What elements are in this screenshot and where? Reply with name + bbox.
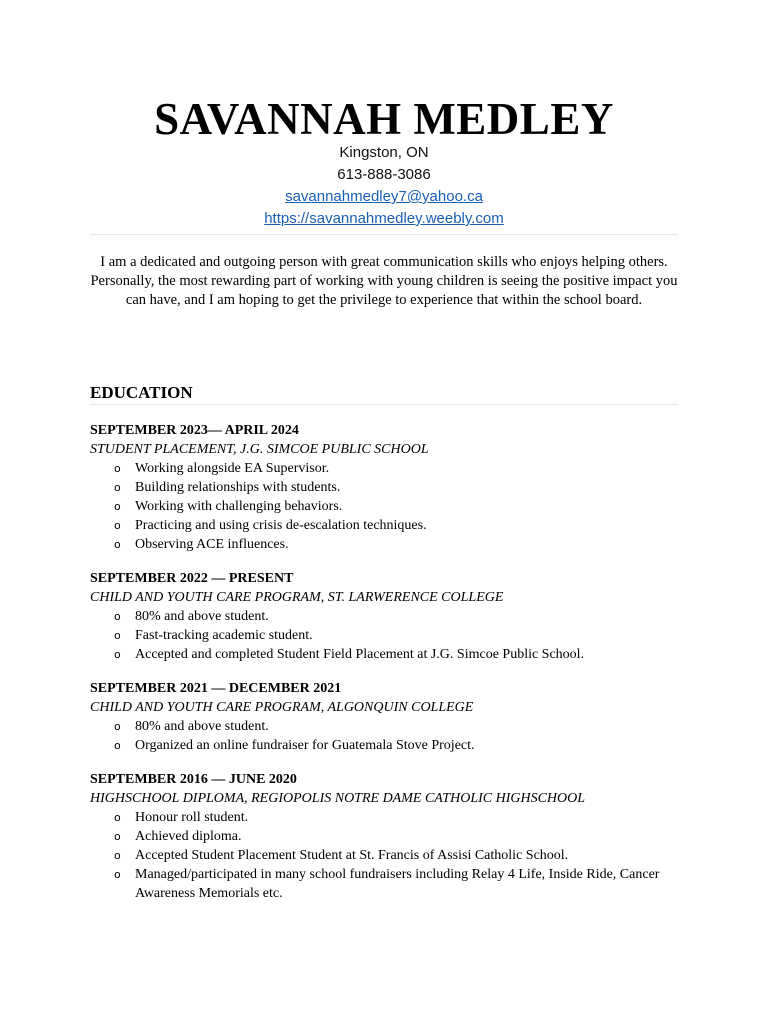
location-text: Kingston, ON (339, 144, 429, 161)
entry-date: SEPTEMBER 2023— APRIL 2024 (90, 423, 299, 438)
bullet-circle-icon: o (114, 500, 121, 513)
bullet-circle-icon: o (114, 720, 121, 733)
list-item (90, 516, 680, 535)
list-item (90, 607, 680, 626)
entry-date: SEPTEMBER 2022 — PRESENT (90, 571, 294, 586)
bullet-text: Honour roll student. (135, 810, 249, 825)
entry-title: CHILD AND YOUTH CARE PROGRAM, ALGONQUIN COLLEGE (90, 700, 474, 715)
list-item (90, 626, 680, 645)
bullet-text: Achieved diploma. (135, 829, 242, 844)
education-entry (90, 771, 680, 903)
list-item (90, 535, 680, 554)
education-entry (90, 570, 680, 664)
bullet-text: Building relationships with students. (135, 480, 341, 495)
bullet-circle-icon: o (114, 629, 121, 642)
education-entry (90, 422, 680, 554)
bullet-circle-icon: o (114, 538, 121, 551)
resume-header (0, 96, 768, 230)
bullet-circle-icon: o (114, 610, 121, 623)
list-item (90, 865, 680, 903)
email-link[interactable]: savannahmedley7@yahoo.ca (285, 188, 483, 205)
entry-title: HIGHSCHOOL DIPLOMA, REGIOPOLIS NOTRE DAME CATHOLIC HIGHSCHOOL (90, 791, 586, 806)
bullet-circle-icon: o (114, 519, 121, 532)
entry-bullet-list (90, 607, 680, 664)
bullet-circle-icon: o (114, 849, 121, 862)
bullet-circle-icon: o (114, 739, 121, 752)
bullet-circle-icon: o (114, 830, 121, 843)
list-item (90, 808, 680, 827)
bullet-text: 80% and above student. (135, 719, 269, 734)
phone-text: 613-888-3086 (337, 166, 431, 183)
header-divider (90, 234, 678, 235)
bullet-text: Accepted and completed Student Field Placement at J.G. Simcoe Public School. (135, 647, 585, 662)
list-item (90, 645, 680, 664)
entry-title: CHILD AND YOUTH CARE PROGRAM, ST. LARWERENCE COLLEGE (90, 590, 504, 605)
candidate-name: SAVANNAH MEDLEY (154, 94, 614, 144)
list-item (90, 459, 680, 478)
bullet-text: Fast-tracking academic student. (135, 628, 313, 643)
bullet-circle-icon: o (114, 868, 121, 881)
bullet-circle-icon: o (114, 648, 121, 661)
list-item (90, 827, 680, 846)
bullet-circle-icon: o (114, 481, 121, 494)
education-heading: EDUCATION (90, 383, 193, 402)
education-divider (90, 404, 678, 405)
entry-bullet-list (90, 808, 680, 903)
bullet-text: Managed/participated in many school fundraisers including Relay 4 Life, Inside Ride, Cancer Awareness Memorials etc. (135, 867, 660, 901)
bullet-circle-icon: o (114, 462, 121, 475)
bullet-circle-icon: o (114, 811, 121, 824)
website-link[interactable]: https://savannahmedley.weebly.com (264, 210, 504, 227)
list-item (90, 717, 680, 736)
entry-title: STUDENT PLACEMENT, J.G. SIMCOE PUBLIC SCHOOL (90, 442, 429, 457)
summary-paragraph: I am a dedicated and outgoing person with great communication skills who enjoys helping others. Personally, the most rewarding part of working with young children is seeing the positive impact you can have, and I am hoping to get the privilege to experience that within the school board. (90, 254, 678, 308)
bullet-text: Working with challenging behaviors. (135, 499, 343, 514)
entry-bullet-list (90, 717, 680, 755)
list-item (90, 497, 680, 516)
entry-bullet-list (90, 459, 680, 554)
bullet-text: Organized an online fundraiser for Guatemala Stove Project. (135, 738, 475, 753)
education-entries (90, 422, 680, 919)
list-item (90, 736, 680, 755)
contact-block (0, 142, 768, 230)
list-item (90, 846, 680, 865)
bullet-text: Observing ACE influences. (135, 537, 289, 552)
bullet-text: Accepted Student Placement Student at St. Francis of Assisi Catholic School. (135, 848, 569, 863)
entry-date: SEPTEMBER 2021 — DECEMBER 2021 (90, 681, 342, 696)
bullet-text: 80% and above student. (135, 609, 269, 624)
education-entry (90, 680, 680, 755)
entry-date: SEPTEMBER 2016 — JUNE 2020 (90, 772, 297, 787)
list-item (90, 478, 680, 497)
bullet-text: Working alongside EA Supervisor. (135, 461, 330, 476)
bullet-text: Practicing and using crisis de-escalation techniques. (135, 518, 427, 533)
